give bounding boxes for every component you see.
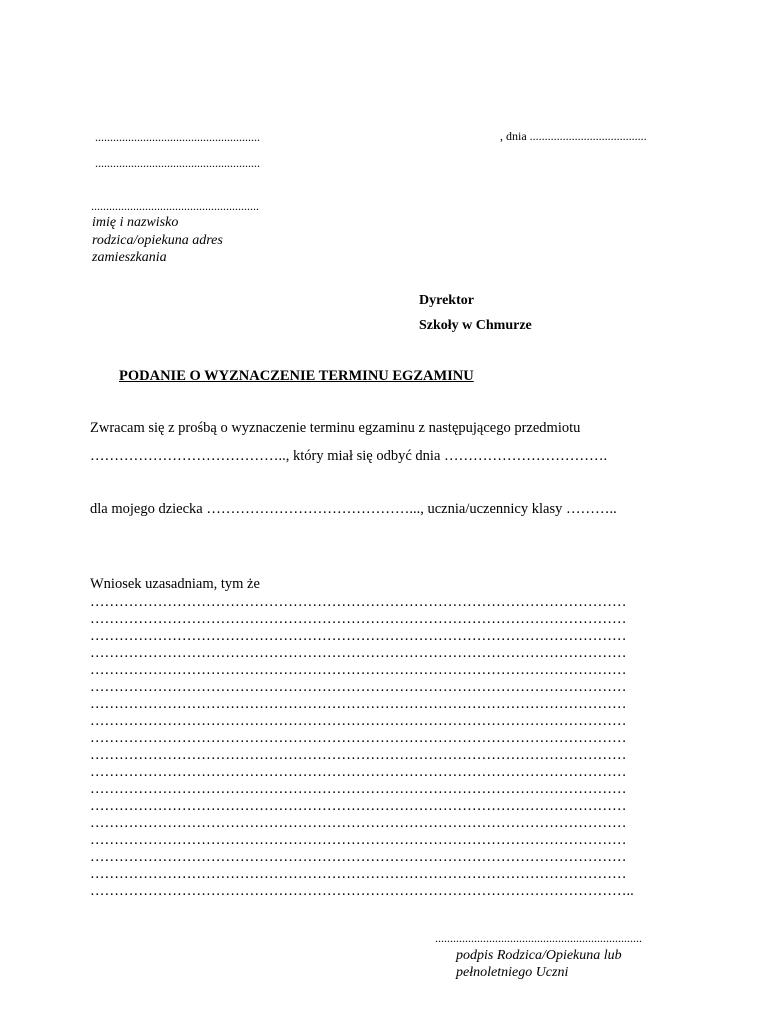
justification-intro: Wniosek uzasadniam, tym że (90, 576, 260, 592)
second-dotted-line[interactable]: ....................................................... (95, 156, 260, 170)
recipient-line-1: Dyrektor (419, 293, 474, 308)
justification-line[interactable]: ………………………………………………………………………………………………… (90, 849, 627, 865)
justification-line[interactable]: ………………………………………………………………………………………………… (90, 611, 627, 627)
justification-line[interactable]: ………………………………………………………………………………………………… (90, 798, 627, 814)
child-line[interactable]: dla mojego dziecka ……………………………………..., ucznia/uczennicy klasy ……….. (90, 501, 617, 517)
justification-line[interactable]: ………………………………………………………………………………………………….. (90, 883, 634, 899)
justification-line[interactable]: ………………………………………………………………………………………………… (90, 781, 627, 797)
name-dotted-line[interactable]: ........................................................ (91, 199, 259, 213)
justification-line[interactable]: ………………………………………………………………………………………………… (90, 866, 627, 882)
place-dotted-line[interactable]: ....................................................... (95, 130, 260, 144)
justification-line[interactable]: ………………………………………………………………………………………………… (90, 628, 627, 644)
date-field[interactable] (500, 129, 647, 144)
justification-line[interactable]: ………………………………………………………………………………………………… (90, 679, 627, 695)
justification-line[interactable]: ………………………………………………………………………………………………… (90, 815, 627, 831)
signature-dotted-line[interactable]: ..................................................................... (435, 931, 642, 945)
justification-line[interactable]: ………………………………………………………………………………………………… (90, 747, 627, 763)
name-label-3: zamieszkania (92, 250, 167, 265)
justification-line[interactable]: ………………………………………………………………………………………………… (90, 713, 627, 729)
justification-line[interactable]: ………………………………………………………………………………………………… (90, 645, 627, 661)
justification-line[interactable]: ………………………………………………………………………………………………… (90, 696, 627, 712)
recipient-line-2: Szkoły w Chmurze (419, 318, 532, 333)
date-dotted-line[interactable]: ....................................... (529, 129, 647, 143)
justification-line[interactable]: ………………………………………………………………………………………………… (90, 764, 627, 780)
date-prefix: , dnia (500, 129, 527, 143)
request-line-2[interactable]: ………………………………….., który miał się odbyć dnia ……………………………. (90, 448, 608, 464)
document-title: PODANIE O WYZNACZENIE TERMINU EGZAMINU (119, 368, 474, 384)
justification-line[interactable]: ………………………………………………………………………………………………… (90, 594, 627, 610)
justification-line[interactable]: ………………………………………………………………………………………………… (90, 832, 627, 848)
request-line-1: Zwracam się z prośbą o wyznaczenie terminu egzaminu z następującego przedmiotu (90, 420, 581, 436)
justification-line[interactable]: ………………………………………………………………………………………………… (90, 662, 627, 678)
justification-line[interactable]: ………………………………………………………………………………………………… (90, 730, 627, 746)
name-label-2: rodzica/opiekuna adres (92, 233, 223, 248)
signature-label-1: podpis Rodzica/Opiekuna lub (456, 948, 622, 963)
signature-label-2: pełnoletniego Uczni (456, 965, 569, 980)
name-label-1: imię i nazwisko (92, 215, 179, 230)
